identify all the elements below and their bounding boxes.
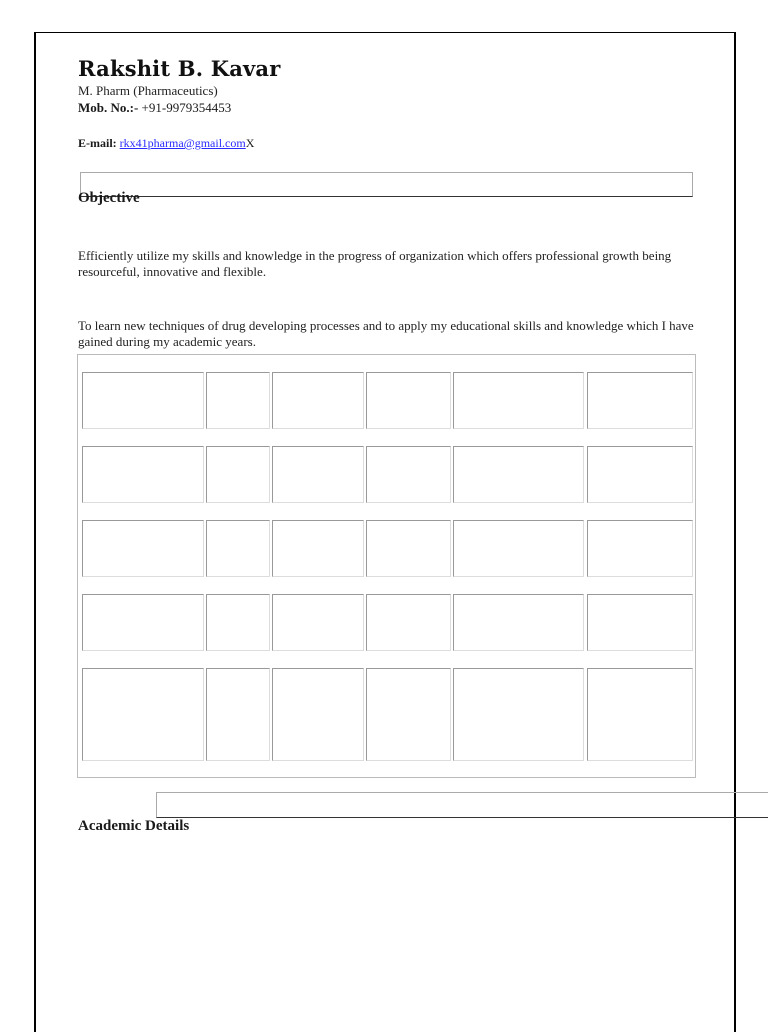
table-cell — [272, 520, 364, 577]
objective-heading-box — [80, 172, 693, 197]
table-cell — [82, 668, 204, 761]
email-suffix: X — [245, 136, 255, 150]
table-cell — [272, 446, 364, 503]
table-cell — [453, 446, 584, 503]
table-cell — [206, 520, 270, 577]
table-cell — [272, 594, 364, 651]
table-cell — [453, 372, 584, 429]
table-cell — [587, 372, 693, 429]
table-cell — [587, 594, 693, 651]
table-cell — [366, 520, 451, 577]
objective-paragraph-1: Efficiently utilize my skills and knowledge in the progress of organization which offers professional growth being resourceful, innovative and flexible. — [78, 248, 672, 279]
academic-heading-box — [156, 792, 768, 818]
academic-heading: Academic Details — [78, 818, 190, 834]
degree-line: M. Pharm (Pharmaceutics) — [78, 83, 218, 98]
table-cell — [366, 668, 451, 761]
table-cell — [453, 594, 584, 651]
table-cell — [366, 446, 451, 503]
email-label: E-mail: — [78, 136, 117, 150]
table-cell — [82, 372, 204, 429]
table-cell — [206, 446, 270, 503]
table-cell — [587, 446, 693, 503]
table-cell — [272, 372, 364, 429]
table-cell — [272, 668, 364, 761]
table-cell — [366, 594, 451, 651]
table-cell — [453, 668, 584, 761]
table-cell — [587, 520, 693, 577]
table-cell — [82, 594, 204, 651]
objective-paragraph-2: To learn new techniques of drug developing processes and to apply my educational skills and knowledge which I have gained during my academic years. — [78, 318, 694, 349]
table-cell — [206, 372, 270, 429]
candidate-name: Rakshit B. Kavar — [78, 56, 281, 81]
table-cell — [82, 446, 204, 503]
table-cell — [82, 520, 204, 577]
mobile-line — [78, 100, 231, 116]
table-cell — [206, 594, 270, 651]
table-cell — [366, 372, 451, 429]
table-cell — [587, 668, 693, 761]
empty-table — [77, 354, 696, 778]
email-line — [78, 136, 254, 151]
table-cell — [453, 520, 584, 577]
objective-heading: Objective — [78, 190, 140, 206]
table-cell — [206, 668, 270, 761]
mobile-value: +91-9979354453 — [138, 100, 232, 115]
mobile-label: Mob. No.:- — [78, 100, 139, 115]
email-link[interactable]: rkx41pharma@gmail.com — [119, 136, 246, 150]
